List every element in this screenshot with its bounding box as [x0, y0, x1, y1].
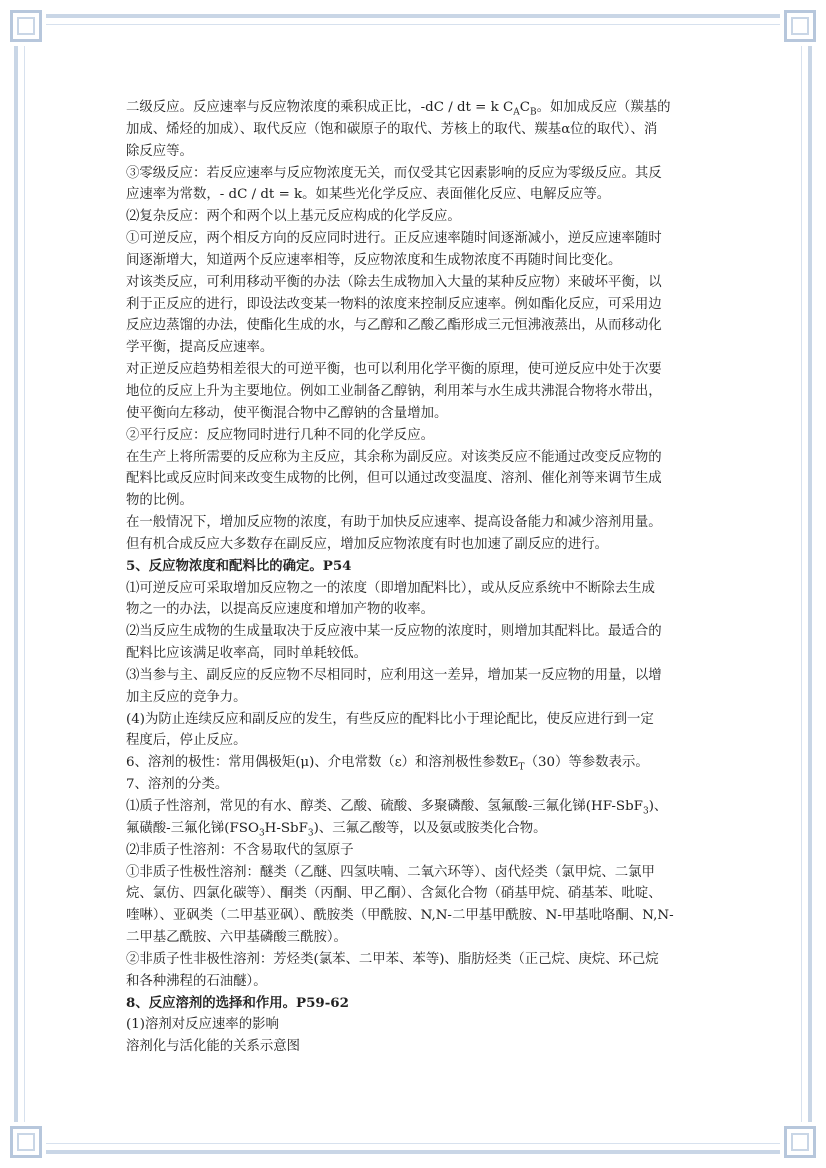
text-run: ⑴质子性溶剂，常见的有水、醇类、乙酸、硫酸、多聚磷酸、氢氟酸-三氟化锑(HF-SbF	[126, 799, 643, 814]
text-line	[126, 337, 716, 359]
text-line	[126, 752, 716, 774]
text-line	[126, 272, 716, 294]
text-line	[126, 993, 716, 1015]
text-run: 二甲基乙酰胺、六甲基磷酸三酰胺）。	[126, 930, 347, 946]
text-line	[126, 687, 716, 709]
text-line	[126, 184, 716, 206]
text-run: ②非质子性非极性溶剂：芳烃类(氯苯、二甲苯、苯等)、脂肪烃类（正己烷、庚烷、环己烷	[126, 951, 659, 967]
text-line	[126, 556, 716, 578]
text-run: (1)溶剂对反应速率的影响	[126, 1017, 279, 1033]
text-line	[126, 927, 716, 949]
text-line	[126, 905, 716, 927]
text-line	[126, 840, 716, 862]
text-run: ②平行反应：反应物同时进行几种不同的化学反应。	[126, 427, 434, 443]
text-line	[126, 468, 716, 490]
text-line	[126, 665, 716, 687]
text-line	[126, 949, 716, 971]
text-run: ⑶当参与主、副反应的反应物不尽相同时，应利用这一差异，增加某一反应物的用量，以增	[126, 667, 662, 683]
text-run: 利于正反应的进行，即设法改变某一物料的浓度来控制反应速率。例如酯化反应，可采用边	[126, 296, 662, 312]
text-line	[126, 709, 716, 731]
text-line	[126, 381, 716, 403]
text-line	[126, 621, 716, 643]
text-run: 对该类反应，可利用移动平衡的办法（除去生成物加入大量的某种反应物）来破坏平衡，以	[126, 274, 662, 290]
text-run: 物之一的办法，以提高反应速度和增加产物的收率。	[126, 602, 434, 618]
text-line	[126, 359, 716, 381]
text-line	[126, 774, 716, 796]
subscript: A	[513, 107, 520, 118]
text-run: 溶剂化与活化能的关系示意图	[126, 1039, 301, 1055]
text-run: ⑵当反应生成物的生成量取决于反应液中某一反应物的浓度时，则增加其配料比。最适合的	[126, 624, 662, 640]
subscript: 3	[642, 806, 649, 817]
text-run: 8、反应溶剂的选择和作用。P59-62	[126, 994, 349, 1011]
text-run: 配料比应该满足收率高，同时单耗较低。	[126, 646, 368, 662]
text-line	[126, 512, 716, 534]
text-run: 应速率为常数，- dC / dt = k。如某些光化学反应、表面催化反应、电解反应等。	[126, 187, 611, 203]
text-run: 加成、烯烃的加成）、取代反应（饱和碳原子的取代、芳核上的取代、羰基α位的取代）、消	[126, 121, 658, 137]
subscript: 3	[258, 828, 265, 839]
text-run: ①可逆反应，两个相反方向的反应同时进行。正反应速率随时间逐渐减小，逆反应速率随时	[126, 231, 662, 247]
text-run: 烷、氯仿、四氯化碳等）、酮类（丙酮、甲乙酮）、含氮化合物（硝基甲烷、硝基苯、吡啶、	[126, 886, 662, 902]
text-run: 氟磺酸-三氟化锑(FSO	[126, 820, 259, 836]
text-run: 在生产上将所需要的反应称为主反应，其余称为副反应。对该类反应不能通过改变反应物的	[126, 449, 662, 465]
text-line	[126, 425, 716, 447]
text-line	[126, 141, 716, 163]
text-run: 对正逆反应趋势相差很大的可逆平衡，也可以利用化学平衡的原理，使可逆反应中处于次要	[126, 362, 662, 378]
text-run: (4)为防止连续反应和副反应的发生，有些反应的配料比小于理论配比，使反应进行到一定	[126, 711, 654, 727]
text-line	[126, 730, 716, 752]
corner-ornament	[6, 6, 46, 46]
text-line	[126, 294, 716, 316]
text-run: 6、溶剂的极性：常用偶极矩(μ)、介电常数（ε）和溶剂极性参数E	[126, 755, 519, 771]
text-run: 5、反应物浓度和配料比的确定。P54	[126, 557, 352, 574]
subscript: B	[530, 107, 537, 118]
corner-ornament	[780, 1122, 820, 1162]
text-run: 在一般情况下，增加反应物的浓度，有助于加快反应速率、提高设备能力和减少溶剂用量。	[126, 515, 662, 531]
text-run: 除反应等。	[126, 143, 193, 159]
text-line	[126, 315, 716, 337]
text-run: 间逐渐增大，知道两个反应速率相等，反应物浓度和生成物浓度不再随时间比变化。	[126, 252, 622, 268]
corner-ornament	[780, 6, 820, 46]
text-run: ⑵复杂反应：两个和两个以上基元反应构成的化学反应。	[126, 209, 461, 225]
text-line	[126, 643, 716, 665]
text-run: ⑴可逆反应可采取增加反应物之一的浓度（即增加配料比），或从反应系统中不断除去生成	[126, 580, 655, 596]
text-line	[126, 447, 716, 469]
text-line	[126, 403, 716, 425]
subscript: 3	[307, 828, 314, 839]
text-line	[126, 796, 716, 818]
text-run: 使平衡向左移动，使平衡混合物中乙醇钠的含量增加。	[126, 405, 448, 421]
text-run: 配料比或反应时间来改变生成物的比例，但可以通过改变温度、溶剂、催化剂等来调节生成	[126, 471, 662, 487]
text-line	[126, 862, 716, 884]
text-line	[126, 883, 716, 905]
text-line	[126, 250, 716, 272]
text-run: ⑵非质子性溶剂：不含易取代的氢原子	[126, 842, 354, 858]
document-body	[126, 97, 716, 1058]
text-run: （30）等参数表示。	[524, 755, 649, 771]
text-run: 物的比例。	[126, 493, 193, 509]
text-line	[126, 163, 716, 185]
text-run: 反应边蒸馏的办法，使酯化生成的水，与乙醇和乙酸乙酯形成三元恒沸液蒸出，从而移动化	[126, 318, 662, 334]
corner-ornament	[6, 1122, 46, 1162]
text-line	[126, 818, 716, 840]
text-line	[126, 228, 716, 250]
text-line	[126, 971, 716, 993]
text-run: 喹啉）、亚砜类（二甲基亚砜）、酰胺类（甲酰胺、N,N-二甲基甲酰胺、N-甲基吡咯酮、N,N-	[126, 908, 674, 924]
text-run: )、	[648, 799, 668, 814]
text-line	[126, 1036, 716, 1058]
text-run: 和各种沸程的石油醚）。	[126, 973, 267, 989]
text-run: H-SbF	[264, 820, 308, 836]
text-run: ①非质子性极性溶剂：醚类（乙醚、四氢呋喃、二氧六环等）、卤代烃类（氯甲烷、二氯甲	[126, 864, 655, 880]
text-line	[126, 1014, 716, 1036]
text-run: 7、溶剂的分类。	[126, 777, 229, 793]
text-run: 但有机合成反应大多数存在副反应，增加反应物浓度有时也加速了副反应的进行。	[126, 536, 609, 552]
text-line	[126, 206, 716, 228]
text-line	[126, 599, 716, 621]
text-run: 加主反应的竞争力。	[126, 689, 247, 705]
text-run: ③零级反应：若反应速率与反应物浓度无关，而仅受其它因素影响的反应为零级反应。其反	[126, 165, 662, 181]
text-run: 。如加成反应（羰基的	[536, 100, 671, 115]
text-line	[126, 97, 716, 119]
text-run: 学平衡，提高反应速率。	[126, 340, 274, 356]
text-line	[126, 534, 716, 556]
subscript: T	[518, 762, 525, 773]
text-run: C	[519, 100, 531, 115]
text-run: 地位的反应上升为主要地位。例如工业制备乙醇钠，利用苯与水生成共沸混合物将水带出，	[126, 383, 662, 399]
text-run: 程度后，停止反应。	[126, 733, 247, 749]
text-run: 二级反应。反应速率与反应物浓度的乘积成正比，-dC / dt = k C	[126, 100, 514, 115]
text-line	[126, 119, 716, 141]
text-line	[126, 490, 716, 512]
text-line	[126, 578, 716, 600]
text-run: )、三氟乙酸等，以及氨或胺类化合物。	[313, 820, 547, 836]
